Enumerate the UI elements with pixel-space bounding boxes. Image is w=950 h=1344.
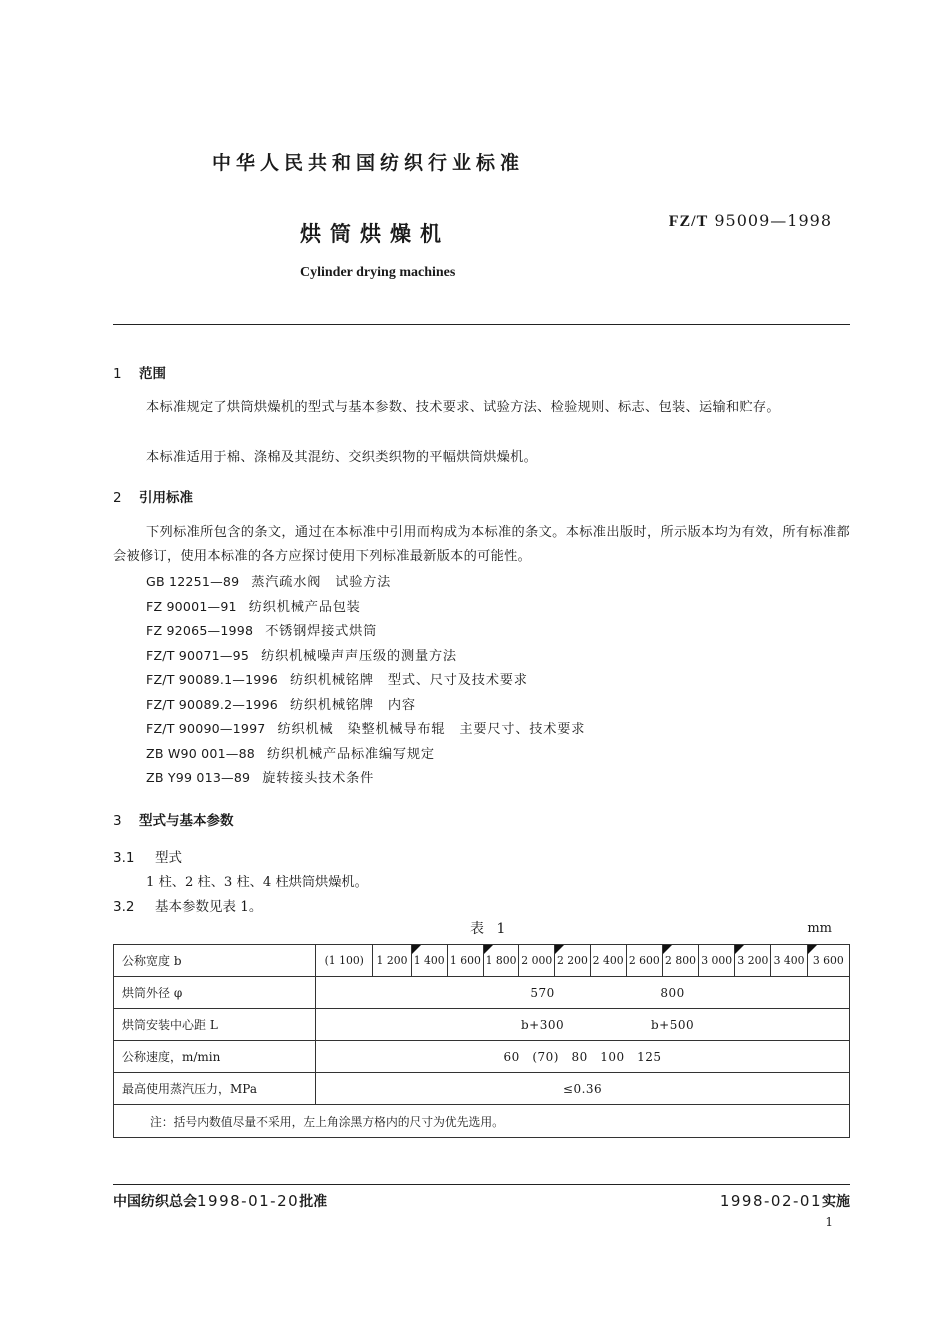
width-cell — [447, 945, 483, 977]
list-item — [146, 620, 585, 645]
width-cell — [411, 945, 447, 977]
table-caption: 表 1 — [470, 921, 510, 937]
preferred-marker — [663, 945, 672, 954]
row-label: 公称速度，m/min — [114, 1041, 316, 1073]
width-cell — [555, 945, 590, 977]
reference-name: 旋转接头技术条件 — [262, 771, 375, 786]
list-item — [146, 596, 585, 621]
reference-name: 纺织机械铭牌 内容 — [289, 697, 416, 713]
width-cell — [735, 945, 771, 977]
subsection-number: 3.2 — [113, 899, 135, 915]
footer-divider — [113, 1184, 850, 1185]
standard-code: 95009—1998 — [714, 211, 832, 230]
subsection-title: 型式 — [155, 850, 182, 866]
implementation-word: 实施 — [822, 1194, 850, 1210]
section-1-heading — [113, 362, 166, 382]
value-small: b+300 — [520, 1017, 565, 1032]
width-cell — [483, 945, 518, 977]
value-small: 570 — [530, 985, 555, 1000]
table-row — [114, 945, 850, 977]
width-value: (1 100) — [324, 954, 364, 967]
preferred-marker — [412, 945, 421, 954]
reference-name: 蒸汽疏水阀 试验方法 — [251, 575, 392, 590]
reference-name: 纺织机械产品标准编写规定 — [267, 746, 435, 762]
standard-type-heading: 中华人民共和国纺织行业标准 — [212, 152, 525, 174]
page-number: 1 — [825, 1215, 833, 1229]
subsection-3-2-heading — [113, 895, 262, 915]
english-title: Cylinder drying machines — [300, 265, 456, 280]
preferred-marker — [555, 945, 564, 954]
scope-paragraph-2: 本标准适用于棉、涤棉及其混纺、交织类织物的平幅烘筒烘燥机。 — [146, 450, 538, 465]
table-row — [114, 1041, 850, 1073]
width-value: 2 000 — [521, 954, 553, 967]
section-title: 型式与基本参数 — [139, 813, 234, 829]
width-value: 2 400 — [592, 954, 624, 967]
section-title: 引用标准 — [139, 490, 193, 506]
approval-line — [113, 1191, 327, 1211]
list-item — [146, 767, 585, 792]
width-cell — [626, 945, 662, 977]
reference-list — [146, 571, 585, 792]
width-cell — [771, 945, 807, 977]
width-value: 1 400 — [413, 954, 445, 967]
width-cell — [699, 945, 735, 977]
table-row — [114, 977, 850, 1009]
standard-number — [669, 211, 832, 231]
reference-code: FZ 90001—91 — [146, 598, 237, 614]
width-value: 3 200 — [737, 954, 769, 967]
approval-date: 1998-01-20 — [197, 1192, 300, 1210]
subsection-text: 基本参数见表 1。 — [155, 899, 263, 915]
width-value: 1 800 — [485, 954, 517, 967]
implementation-line — [720, 1191, 850, 1211]
subsection-number: 3.1 — [113, 850, 135, 866]
section-number: 3 — [113, 813, 122, 829]
value-large: 800 — [660, 985, 685, 1000]
reference-name: 纺织机械噪声声压级的测量方法 — [261, 648, 457, 664]
reference-name: 纺织机械铭牌 型式、尺寸及技术要求 — [289, 673, 528, 688]
width-value: 3 600 — [812, 954, 844, 967]
reference-code: FZ/T 90089.2—1996 — [146, 696, 278, 712]
width-cell — [807, 945, 849, 977]
width-cell — [662, 945, 698, 977]
width-value: 1 200 — [376, 954, 408, 967]
width-value: 1 600 — [449, 954, 481, 967]
width-cell — [373, 945, 411, 977]
list-item — [146, 571, 585, 596]
list-item — [146, 743, 585, 768]
width-value: 3 400 — [773, 954, 805, 967]
reference-code: FZ/T 90090—1997 — [146, 721, 266, 736]
implementation-date: 1998-02-01 — [719, 1192, 822, 1210]
list-item — [146, 694, 585, 719]
approval-org: 中国纺织总会 — [113, 1194, 197, 1210]
preferred-marker — [484, 945, 493, 954]
row-values — [316, 977, 850, 1009]
row-value: 60 (70) 80 100 125 — [316, 1041, 850, 1073]
reference-name: 不锈钢焊接式烘筒 — [265, 624, 378, 639]
value-large: b+500 — [650, 1017, 695, 1032]
row-label: 最高使用蒸汽压力，MPa — [114, 1073, 316, 1105]
row-label: 烘筒安装中心距 L — [114, 1009, 316, 1041]
section-number: 1 — [113, 366, 122, 382]
width-cell — [316, 945, 373, 977]
document-title: 烘筒烘燥机 — [300, 222, 450, 246]
table-row — [114, 1009, 850, 1041]
width-value: 3 000 — [701, 954, 733, 967]
table-row — [114, 1073, 850, 1105]
reference-code: ZB W90 001—88 — [146, 745, 256, 761]
row-label: 公称宽度 b — [114, 945, 316, 977]
width-cell — [519, 945, 555, 977]
list-item — [146, 718, 585, 743]
reference-code: GB 12251—89 — [146, 574, 240, 589]
section-number: 2 — [113, 490, 122, 506]
table-note: 注：括号内数值尽量不采用，左上角涂黑方格内的尺寸为优先选用。 — [114, 1105, 850, 1138]
table-unit: mm — [807, 921, 832, 936]
preferred-marker — [735, 945, 744, 954]
subsection-3-1-text: 1 柱、2 柱、3 柱、4 柱烘筒烘燥机。 — [146, 875, 368, 890]
reference-code: ZB Y99 013—89 — [146, 770, 251, 785]
reference-code: FZ/T 90089.1—1996 — [146, 672, 278, 687]
section-3-heading — [113, 809, 234, 829]
width-cell — [590, 945, 626, 977]
subsection-3-1-heading — [113, 846, 182, 866]
section-2-heading — [113, 486, 193, 506]
row-label: 烘筒外径 φ — [114, 977, 316, 1009]
scope-paragraph-1: 本标准规定了烘筒烘燥机的型式与基本参数、技术要求、试验方法、检验规则、标志、包装、运输和贮存。 — [146, 400, 780, 415]
row-values — [316, 1009, 850, 1041]
reference-code: FZ/T 90071—95 — [146, 647, 250, 663]
reference-name: 纺织机械产品包装 — [248, 599, 361, 615]
standard-prefix: FZ/T — [668, 213, 709, 230]
references-intro: 下列标准所包含的条文，通过在本标准中引用而构成为本标准的条文。本标准出版时，所示版本均为有效，所有标准都会被修订，使用本标准的各方应探讨使用下列标准最新版本的可能性。 — [113, 525, 850, 564]
list-item — [146, 645, 585, 670]
reference-name: 纺织机械 染整机械导布辊 主要尺寸、技术要求 — [277, 722, 586, 737]
parameters-table — [113, 944, 850, 1138]
approval-word: 批准 — [299, 1194, 328, 1210]
width-value: 2 200 — [556, 954, 588, 967]
width-value: 2 600 — [628, 954, 660, 967]
width-value: 2 800 — [665, 954, 696, 967]
header-divider — [113, 324, 850, 325]
table-row — [114, 1105, 850, 1138]
section-title: 范围 — [139, 366, 166, 382]
row-value: ≤0.36 — [316, 1073, 850, 1105]
list-item — [146, 669, 585, 694]
reference-code: FZ 92065—1998 — [146, 623, 254, 638]
preferred-marker — [808, 945, 817, 954]
